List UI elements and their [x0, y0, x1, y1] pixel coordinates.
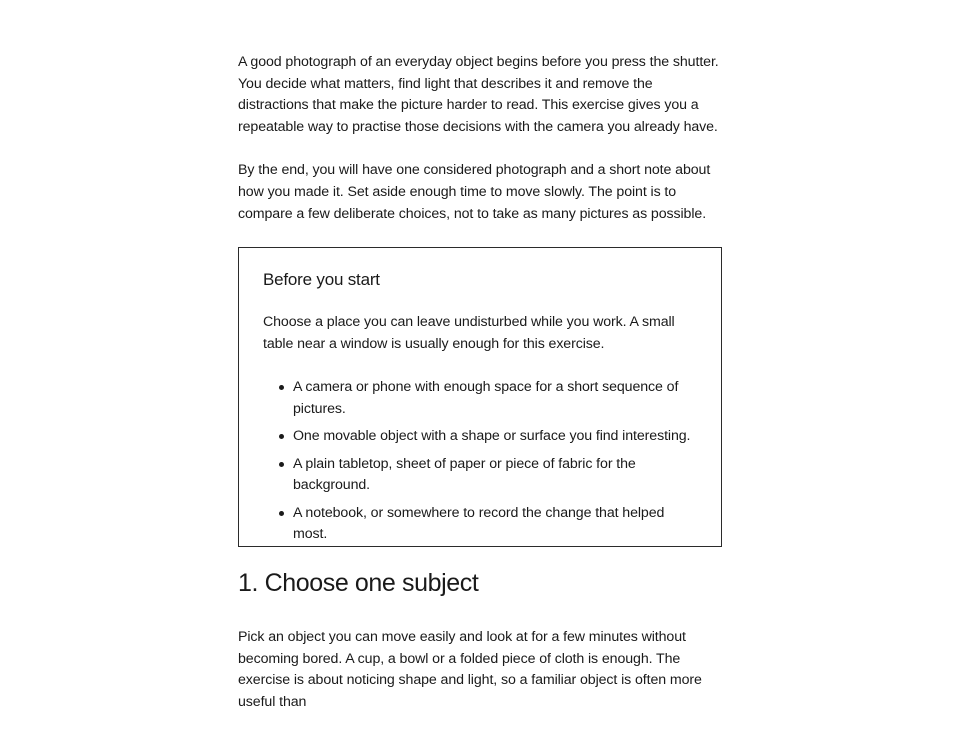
section-heading: 1. Choose one subject — [238, 569, 479, 598]
callout-text: Choose a place you can leave undisturbed while you work. A small table near a window is usually enough for this exercise. — [263, 314, 675, 352]
list-item — [293, 377, 697, 419]
callout-title: Before you start — [263, 270, 380, 290]
list-item — [293, 454, 697, 496]
before-you-start-box — [238, 247, 722, 547]
list-item — [293, 426, 697, 447]
bullet-icon — [279, 434, 284, 439]
list-item-text: A camera or phone with enough space for a short sequence of pictures. — [293, 379, 679, 417]
list-item-text: One movable object with a shape or surface you find interesting. — [293, 428, 691, 445]
article-column — [238, 52, 722, 736]
section-paragraph: Pick an object you can move easily and look at for a few minutes without becoming bored. A cup, a bowl or a folded piece of cloth is enough. The exercise is about noticing shape and light, so a familiar object is often more useful than — [238, 629, 702, 710]
requirements-list — [263, 377, 697, 545]
list-item — [293, 503, 697, 545]
list-item-text: A plain tabletop, sheet of paper or piece of fabric for the background. — [293, 455, 636, 494]
bullet-icon — [279, 462, 284, 467]
intro-paragraph: A good photograph of an everyday object begins before you press the shutter. You decide what matters, find light that describes it and remove the distractions that make the picture harder to read. This exercise gives you a repeatable way to practise those decisions with the camera you already have. — [238, 54, 719, 135]
intro-paragraph: By the end, you will have one considered photograph and a short note about how you made it. Set aside enough time to move slowly. The point is to compare a few deliberate choices, not to take as many pictures as possible. — [238, 162, 711, 222]
bullet-icon — [279, 385, 284, 390]
list-item-text: A notebook, or somewhere to record the change that helped most. — [293, 504, 665, 543]
bullet-icon — [279, 511, 284, 516]
